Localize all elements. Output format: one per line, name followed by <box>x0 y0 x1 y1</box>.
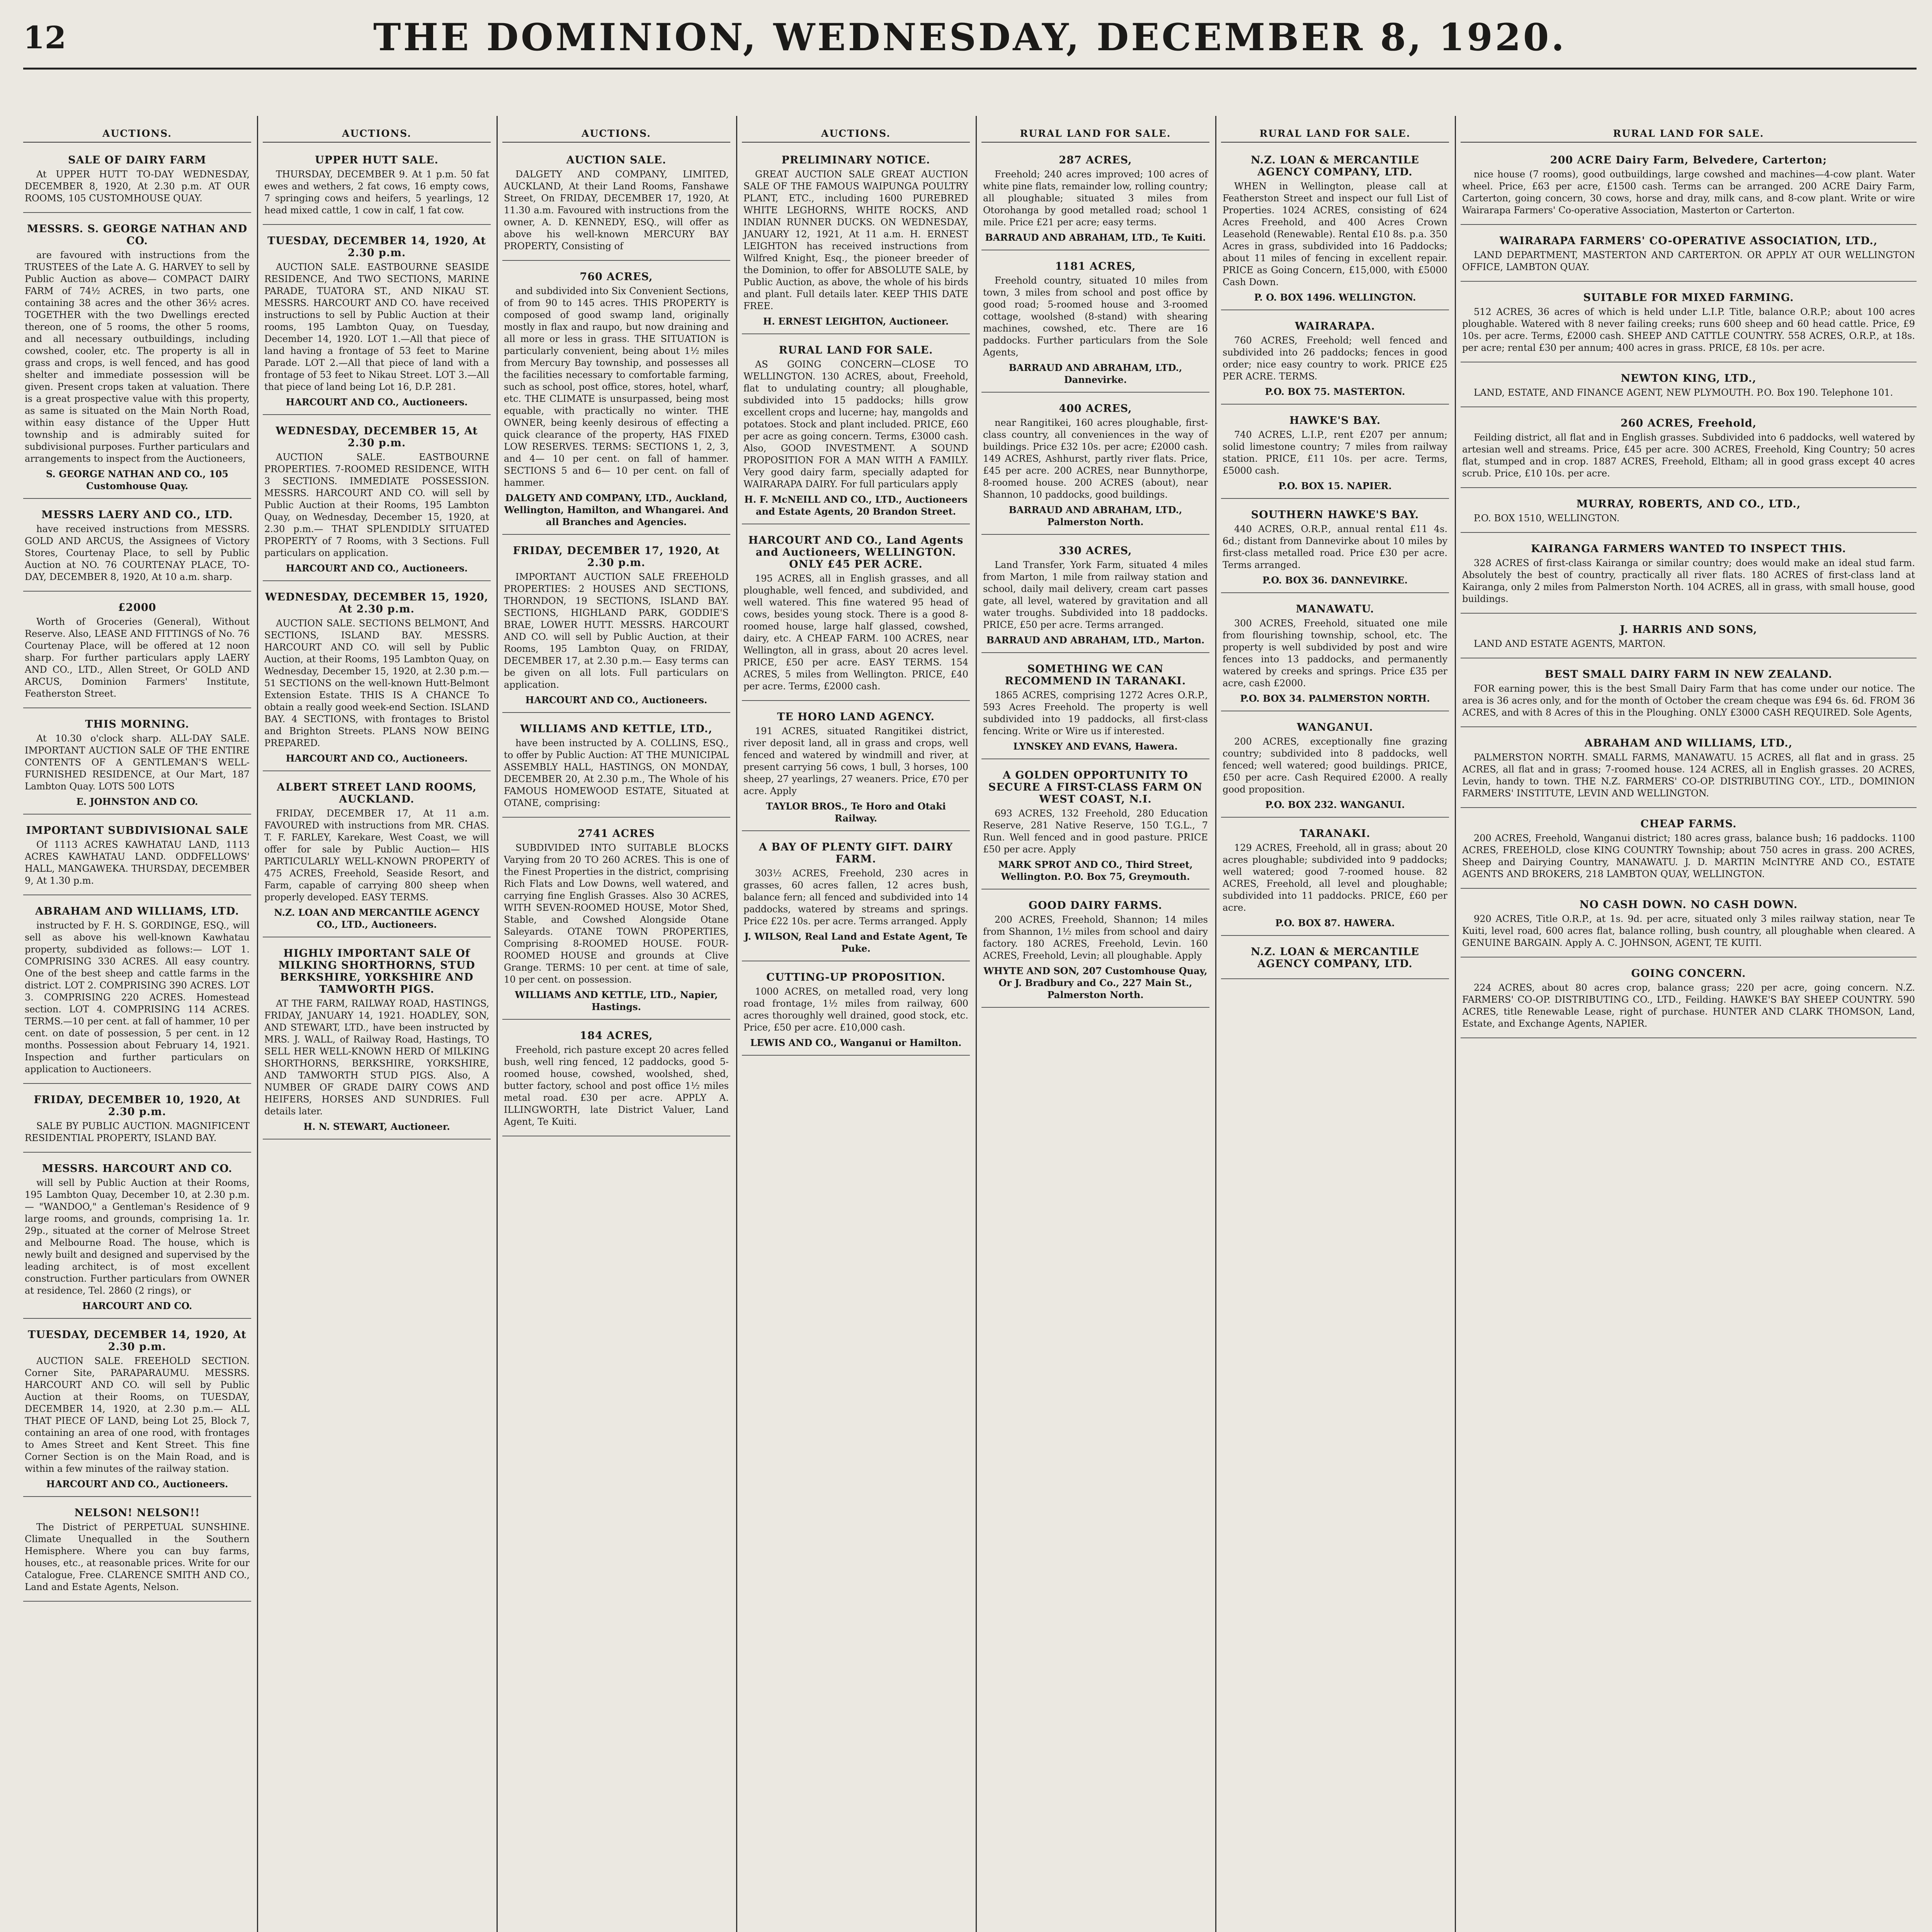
ad-body: LAND AND ESTATE AGENTS, MARTON. <box>1474 638 1666 649</box>
ad-sign: HARCOURT AND CO., Auctioneers. <box>286 753 468 764</box>
advertisement <box>742 338 970 524</box>
ad-head: 260 ACRES, Freehold, <box>1620 417 1757 429</box>
ad-head: ABRAHAM AND WILLIAMS, LTD., <box>1584 737 1793 749</box>
advertisement <box>981 657 1209 759</box>
ad-sign: S. GEORGE NATHAN AND CO., 105 Customhouse Quay. <box>46 468 229 492</box>
column-heading: AUCTIONS. <box>742 128 970 143</box>
advertisement <box>1221 503 1449 593</box>
ad-body: 129 ACRES, Freehold, all in grass; about 20 acres ploughable; subdivided into 9 paddocks; well watered; good 7-roomed house. 82 ACRES, Freehold, all level and ploughable; subdivided into 11 paddocks. PRICE, £60 per acre. <box>1223 842 1447 913</box>
ad-body: Freehold; 240 acres improved; 100 acres of white pine flats, remainder low, rolling country; all ploughable; situated 3 miles from Otorohanga by good metalled road; school 1 mile. Price £21 per acre; easy terms. <box>983 169 1208 228</box>
ad-sign: BARRAUD AND ABRAHAM, LTD., Te Kuiti. <box>985 232 1206 243</box>
ad-body: PALMERSTON NORTH. SMALL FARMS, MANAWATU. 15 ACRES, all flat and in grass. 25 ACRES, all flat and in grass; 7-roomed house. 124 ACRES, all in English grasses. 20 ACRES, Levin, handy to town. THE N.Z. FARMERS' CO-OP. DISTRIBUTING COY., LTD., DOMINION FARMERS' INSTITUTE, LEVIN AND WELLINGTON. <box>1462 752 1915 799</box>
ad-head: NELSON! NELSON!! <box>74 1507 200 1519</box>
ad-head: NO CASH DOWN. NO CASH DOWN. <box>1579 899 1798 911</box>
ad-head: A BAY OF PLENTY GIFT. DAIRY FARM. <box>759 841 953 865</box>
ad-body: 920 ACRES, Title O.R.P., at 1s. 9d. per acre, situated only 3 miles railway station, near Te Kuiti, level road, 600 acres flat, balance rolling, bush country, all ploughable when cleared. A GENUINE BARGAIN. Apply A. C. JOHNSON, AGENT, TE KUITI. <box>1462 913 1915 948</box>
ad-head: 200 ACRE Dairy Farm, Belvedere, Carterton; <box>1550 154 1827 166</box>
ad-body: 760 ACRES, Freehold; well fenced and subdivided into 26 paddocks; fences in good order; nice easy country to work. PRICE £25 PER ACRE. TERMS. <box>1223 335 1447 382</box>
ad-body: FOR earning power, this is the best Small Dairy Farm that has come under our notice. The area is 36 acres only, and for the month of October the cream cheque was £94 6s. 6d. FROM 36 ACRES, and with 8 Acres of this in the Ploughing. ONLY £3000 CASH REQUIRED. Sole Agents, <box>1462 683 1915 718</box>
ad-body: AUCTION SALE. EASTBOURNE PROPERTIES. 7-ROOMED RESIDENCE, WITH 3 SECTIONS. IMMEDIATE POSSESSION. MESSRS. HARCOURT AND CO. will sell by Public Auction at their Rooms, 195 Lambton Quay, on Wednesday, December 15, 1920, at 2.30 p.m.— THAT SPLENDIDLY SITUATED PROPERTY of 7 Rooms, with 3 Sections. Full particulars on application. <box>264 452 489 558</box>
ad-head: TARANAKI. <box>1299 828 1371 840</box>
ad-sign: P.O. BOX 15. NAPIER. <box>1278 480 1392 492</box>
advertisement <box>1221 597 1449 711</box>
advertisement <box>1221 940 1449 979</box>
ad-head: N.Z. LOAN & MERCANTILE AGENCY COMPANY, LTD. <box>1250 154 1419 178</box>
ad-head: ALBERT STREET LAND ROOMS, AUCKLAND. <box>277 781 477 805</box>
ad-body: near Rangitikei, 160 acres ploughable, first-class country, all conveniences in the way of buildings. Price £32 10s. per acre; £2000 cash. 149 ACRES, Ashhurst, partly river flats. Price, £45 per acre. 200 ACRES, near Bunnythorpe, 8-roomed house. 200 ACRES (about), near Shannon, 10 paddocks, good buildings. <box>983 417 1208 500</box>
advertisement <box>23 1088 251 1153</box>
column-5 <box>981 128 1209 1932</box>
ad-sign: HARCOURT AND CO. <box>82 1300 192 1311</box>
advertisement <box>502 148 730 261</box>
ad-head: HAWKE'S BAY. <box>1289 415 1381 427</box>
advertisement <box>1461 961 1917 1038</box>
ad-body: AUCTION SALE. SECTIONS BELMONT, And SECTIONS, ISLAND BAY. MESSRS. HARCOURT AND CO. will sell by Public Auction, at their Rooms, 195 Lambton Quay, on Wednesday, December 15, 1920, at 2.30 p.m.— 51 SECTIONS on the well-known Hutt-Belmont Extension Estate. THIS IS A CHANCE To obtain a really good week-end Section. ISLAND BAY. 4 SECTIONS, with frontages to Bristol and Brighton Streets. PLANS NOW BEING PREPARED. <box>264 618 489 748</box>
ad-sign: J. WILSON, Real Land and Estate Agent, Te Puke. <box>744 931 968 954</box>
ad-body: AT THE FARM, RAILWAY ROAD, HASTINGS, FRIDAY, JANUARY 14, 1921. HOADLEY, SON, AND STEWART, LTD., have been instructed by MRS. J. WALL, of Railway Road, Hastings, TO SELL HER WELL-KNOWN HERD Of MILKING SHORTHORNS, BERKSHIRE, YORKSHIRE, AND TAMWORTH STUD PIGS. Also, A NUMBER OF GRADE DAIRY COWS AND HEIFERS, HORSES AND SUNDRIES. Full details later. <box>264 998 489 1117</box>
advertisement <box>742 705 970 831</box>
advertisement <box>1221 821 1449 936</box>
advertisement <box>1221 408 1449 499</box>
ad-sign: BARRAUD AND ABRAHAM, LTD., Marton. <box>986 634 1205 646</box>
advertisement <box>263 775 491 937</box>
ad-head: SALE OF DAIRY FARM <box>68 154 206 166</box>
advertisement <box>263 148 491 225</box>
column-divider <box>497 116 498 1932</box>
ad-body: Freehold, rich pasture except 20 acres felled bush, well ring fenced, 12 paddocks, good 5-roomed house, cowshed, woolshed, shed, butter factory, school and post office 1½ miles metal road. £30 per acre. APPLY A. ILLINGWORTH, late District Valuer, Land Agent, Te Kuiti. <box>504 1044 729 1127</box>
ad-head: UPPER HUTT SALE. <box>315 154 439 166</box>
advertisement <box>1461 229 1917 282</box>
ad-head: PRELIMINARY NOTICE. <box>781 154 930 166</box>
column-divider <box>1215 116 1216 1932</box>
ad-body: SALE BY PUBLIC AUCTION. MAGNIFICENT RESIDENTIAL PROPERTY, ISLAND BAY. <box>25 1121 250 1143</box>
ad-head: RURAL LAND FOR SALE. <box>779 344 933 356</box>
ad-body: 195 ACRES, all in English grasses, and all ploughable, well fenced, and subdivided, and well watered. This fine watered 95 head of cows, besides young stock. There is a good 8-roomed house, large half glassed, cowshed, dairy, etc. A CHEAP FARM. 100 ACRES, near Wellington, all in grass, about 20 acres level. PRICE, £50 per acre. EASY TERMS. 154 ACRES, 5 miles from Wellington. PRICE, £40 per acre. Terms, £2000 cash. <box>743 573 968 692</box>
advertisement <box>1461 893 1917 957</box>
ad-body: Feilding district, all flat and in English grasses. Subdivided into 6 paddocks, well watered by artesian well and streams. Price, £45 per acre. 300 ACRES, Freehold, King Country; 50 acres flat, stumped and in crop. 1887 ACRES, Freehold, Eltham; all in good grass except 40 acres scrub. Price, £10 10s. per acre. <box>1462 432 1915 479</box>
ad-body: SUBDIVIDED INTO SUITABLE BLOCKS Varying from 20 TO 260 ACRES. This is one of the Finest Properties in the district, comprising Rich Flats and Low Downs, well watered, and carrying fine English Grasses. Also 30 ACRES, WITH SEVEN-ROOMED HOUSE, Motor Shed, Stable, and Cowshed Alongside Otane Saleyards. OTANE TOWN PROPERTIES, Comprising 8-ROOMED HOUSE. FOUR-ROOMED HOUSE and grounds at Clive Grange. TERMS: 10 per cent. at time of sale, 10 per cent. on possession. <box>504 842 729 985</box>
column-4 <box>742 128 970 1932</box>
ad-body: IMPORTANT AUCTION SALE FREEHOLD PROPERTIES: 2 HOUSES AND SECTIONS, THORNDON, 19 SECTIONS, ISLAND BAY. SECTIONS, HIGHLAND PARK, GODDIE'S BRAE, LOWER HUTT. MESSRS. HARCOURT AND CO. will sell by Public Auction, at their Rooms, 195 Lambton Quay, on FRIDAY, DECEMBER 17, at 2.30 p.m.— Easy terms can be given on all lots. Full particulars on application. <box>504 571 729 690</box>
ad-body: 512 ACRES, 36 acres of which is held under L.I.P. Title, balance O.R.P.; about 100 acres ploughable. Watered with 8 never failing creeks; runs 600 sheep and 60 head cattle. Price, £9 10s. per acre. Terms, £2000 cash. SHEEP AND CATTLE COUNTRY. 558 ACRES, O.R.P., at 18s. per acre; rental £30 per annum; 400 acres in grass. PRICE, £8 10s. per acre. <box>1462 306 1915 353</box>
ad-head: KAIRANGA FARMERS WANTED TO INSPECT THIS. <box>1531 543 1846 555</box>
ad-head: FRIDAY, DECEMBER 17, 1920, At 2.30 p.m. <box>513 545 720 569</box>
right-section <box>1461 128 1917 1042</box>
advertisement <box>1461 286 1917 362</box>
ad-body: 200 ACRES, Freehold, Wanganui district; 180 acres grass, balance bush; 16 paddocks. 1100 ACRES, FREEHOLD, close KING COUNTRY Township; about 750 acres in grass. 200 ACRES, Sheep and Dairying Country, MANAWATU. J. D. MARTIN McINTYRE AND CO., ESTATE AGENTS AND BROKERS, 218 LAMBTON QUAY, WELLINGTON. <box>1462 833 1915 879</box>
ad-head: WAIRARAPA FARMERS' CO-OPERATIVE ASSOCIATION, LTD., <box>1499 235 1878 247</box>
ad-body: FRIDAY, DECEMBER 17, At 11 a.m. FAVOURED with instructions from MR. CHAS. T. F. FARLEY, Karekare, West Coast, we will offer for sale by Public Auction— HIS PARTICULARLY WELL-KNOWN PROPERTY of 475 ACRES, Freehold, Seaside Resort, and Farm, capable of carrying 800 sheep when properly developed. EASY TERMS. <box>264 808 489 903</box>
ad-sign: HARCOURT AND CO., Auctioneers. <box>46 1478 228 1490</box>
advertisement <box>23 818 251 895</box>
ad-sign: WHYTE AND SON, 207 Customhouse Quay, Or J. Bradbury and Co., 227 Main St., Palmerston North. <box>983 965 1208 1000</box>
column-2 <box>263 128 491 1932</box>
advertisement <box>742 148 970 334</box>
column-divider <box>257 116 258 1932</box>
column-divider <box>1455 116 1456 1932</box>
ad-head: WAIRARAPA. <box>1295 320 1375 332</box>
newspaper-title: THE DOMINION, WEDNESDAY, DECEMBER 8, 1920. <box>373 15 1566 59</box>
ad-head: 1181 ACRES, <box>1055 260 1136 272</box>
advertisement <box>1221 314 1449 405</box>
ad-body: WHEN in Wellington, please call at Featherston Street and inspect our full List of Properties. 1024 ACRES, consisting of 624 Acres Freehold, and 400 Acres Crown Leasehold (Renewable). Rental £10 8s. p.a. 350 Acres in grass, subdivided into 16 Paddocks; about 11 miles of fencing in excellent repair. PRICE as Going Concern, £15,000, with £5000 Cash Down. <box>1223 181 1447 287</box>
ad-head: 2741 ACRES <box>578 828 655 840</box>
ad-head: WEDNESDAY, DECEMBER 15, 1920, At 2.30 p.m. <box>265 591 488 615</box>
ad-sign: P.O. BOX 34. PALMERSTON NORTH. <box>1240 693 1430 704</box>
ad-head: ABRAHAM AND WILLIAMS, LTD. <box>35 905 239 917</box>
advertisement <box>1221 715 1449 818</box>
ad-body: 740 ACRES, L.I.P., rent £207 per annum; solid limestone country; 7 miles from railway station. PRICE, £11 10s. per acre. Terms, £5000 cash. <box>1223 429 1447 476</box>
ad-head: SOMETHING WE CAN RECOMMEND IN TARANAKI. <box>1005 663 1186 687</box>
ad-sign: P.O. BOX 36. DANNEVIRKE. <box>1262 575 1408 586</box>
advertisement <box>23 1501 251 1602</box>
ad-head: 330 ACRES, <box>1059 545 1132 557</box>
ad-sign: WILLIAMS AND KETTLE, LTD., Napier, Hastings. <box>515 989 718 1012</box>
ad-body: have received instructions from MESSRS. GOLD AND ARCUS, the Assignees of Victory Stores, Courtenay Place, to sell by Public Auction at NO. 76 COURTENAY PLACE, TO-DAY, DECEMBER 8, 1920, At 10 a.m. sharp. <box>25 524 250 582</box>
ad-sign: P. O. BOX 1496. WELLINGTON. <box>1254 292 1416 303</box>
ad-head: A GOLDEN OPPORTUNITY TO SECURE A FIRST-CLASS FARM ON WEST COAST, N.I. <box>988 769 1203 805</box>
ad-body: Freehold country, situated 10 miles from town, 3 miles from school and post office by good road; 5-roomed house and 3-roomed cottage, woolshed (8-stand) with shearing machines, cowshed, etc. There are 16 paddocks. Further particulars from the Sole Agents, <box>983 275 1208 358</box>
ad-head: IMPORTANT SUBDIVISIONAL SALE <box>26 825 248 837</box>
advertisement <box>981 254 1209 393</box>
advertisement <box>981 893 1209 1008</box>
advertisement <box>1461 537 1917 614</box>
ad-head: WEDNESDAY, DECEMBER 15, At 2.30 p.m. <box>276 425 478 449</box>
advertisement <box>23 712 251 815</box>
ad-head: SUITABLE FOR MIXED FARMING. <box>1583 292 1794 304</box>
advertisement <box>502 717 730 818</box>
ad-head: GOING CONCERN. <box>1631 968 1746 980</box>
advertisement <box>263 585 491 771</box>
ad-sign: BARRAUD AND ABRAHAM, LTD., Dannevirke. <box>1009 362 1182 385</box>
advertisement <box>742 835 970 961</box>
advertisement <box>263 419 491 581</box>
advertisement <box>502 265 730 535</box>
ad-head: WANGANUI. <box>1297 721 1373 733</box>
column-heading: AUCTIONS. <box>263 128 491 143</box>
ad-body: 303½ ACRES, Freehold, 230 acres in grasses, 60 acres fallen, 12 acres bush, balance fern; all fenced and subdivided into 14 paddocks, watered by streams and springs. Price £22 10s. per acre. Terms arranged. Apply <box>743 868 968 927</box>
ad-head: WILLIAMS AND KETTLE, LTD., <box>520 723 713 735</box>
ad-body: 300 ACRES, Freehold, situated one mile from flourishing township, school, etc. The property is well subdivided by post and wire fences into 13 paddocks, and permanently watered by creeks and springs. Price £35 per acre, cash £2000. <box>1223 618 1447 689</box>
ad-sign: BARRAUD AND ABRAHAM, LTD., Palmerston North. <box>1009 504 1182 527</box>
ad-sign: LEWIS AND CO., Wanganui or Hamilton. <box>750 1037 962 1048</box>
ad-body: The District of PERPETUAL SUNSHINE. Climate Unequalled in the Southern Hemisphere. Where you can buy farms, houses, etc., at reasonable prices. Write for our Catalogue, Free. CLARENCE SMITH AND CO., Land and Estate Agents, Nelson. <box>25 1522 250 1592</box>
advertisement <box>981 148 1209 250</box>
ad-head: NEWTON KING, LTD., <box>1621 372 1757 384</box>
ad-head: MESSRS. S. GEORGE NATHAN AND CO. <box>27 223 248 247</box>
ad-body: 224 ACRES, about 80 acres crop, balance grass; 220 per acre, going concern. N.Z. FARMERS' CO-OP. DISTRIBUTING CO., LTD., Feilding. HAWKE'S BAY SHEEP COUNTRY. 590 ACRES, title Renewable Lease, right of purchase. HUNTER AND CLARK THOMSON, Land, Estate, and Exchange Agents, NAPIER. <box>1462 982 1915 1029</box>
ad-head: J. HARRIS AND SONS, <box>1620 624 1757 636</box>
advertisement <box>502 1024 730 1136</box>
ad-body: 200 ACRES, Freehold, Shannon; 14 miles from Shannon, 1½ miles from school and dairy factory. 180 ACRES, Freehold, Levin. 160 ACRES, Freehold, Levin; all ploughable. Apply <box>983 914 1208 961</box>
right-section-ads <box>1461 148 1917 1038</box>
ad-head: CUTTING-UP PROPOSITION. <box>766 971 946 983</box>
ad-body: THURSDAY, DECEMBER 9. At 1 p.m. 50 fat ewes and wethers, 2 fat cows, 16 empty cows, 7 springing cows and heifers, 5 yearlings, 12 head mixed cattle, 1 cow in calf, 1 fat cow. <box>264 169 489 216</box>
column-heading: RURAL LAND FOR SALE. <box>981 128 1209 143</box>
ad-sign: HARCOURT AND CO., Auctioneers. <box>525 694 707 706</box>
ad-body: Of 1113 ACRES KAWHATAU LAND, 1113 ACRES KAWHATAU LAND. ODDFELLOWS' HALL, MANGAWEKA. THURSDAY, DECEMBER 9, At 1.30 p.m. <box>25 839 250 886</box>
ad-head: 400 ACRES, <box>1059 403 1132 415</box>
ad-body: 191 ACRES, situated Rangitikei district, river deposit land, all in grass and crops, well fenced and watered by windmill and river, at present carrying 56 cows, 1 bull, 3 horses, 100 sheep, 27 yearlings, 27 weaners. Price, £70 per acre. Apply <box>743 726 968 796</box>
ad-body: 440 ACRES, O.R.P., annual rental £11 4s. 6d.; distant from Dannevirke about 10 miles by first-class metalled road. Price £30 per acre. Terms arranged. <box>1223 524 1447 570</box>
ad-head: GOOD DAIRY FARMS. <box>1029 900 1162 912</box>
ad-sign: P.O. BOX 75. MASTERTON. <box>1265 386 1405 397</box>
advertisement <box>1461 731 1917 808</box>
ad-body: AUCTION SALE. FREEHOLD SECTION. Corner Site, PARAPARAUMU. MESSRS. HARCOURT AND CO. will sell by Public Auction at their Rooms, on TUESDAY, DECEMBER 14, 1920, at 2.30 p.m.— ALL THAT PIECE OF LAND, being Lot 25, Block 7, containing an area of one rood, with frontages to Ames Street and Kent Street. This fine Corner Section is on the Main Road, and is within a few minutes of the railway station. <box>25 1355 250 1474</box>
ad-body: DALGETY AND COMPANY, LIMITED, AUCKLAND, At their Land Rooms, Fanshawe Street, On FRIDAY, DECEMBER 17, 1920, At 11.30 a.m. Favoured with instructions from the owner, A. D. KENNEDY, ESQ., will offer as above his well-known MERCURY BAY PROPERTY, Consisting of <box>504 169 729 252</box>
ad-head: BEST SMALL DAIRY FARM IN NEW ZEALAND. <box>1544 668 1833 680</box>
ad-body: Land Transfer, York Farm, situated 4 miles from Marton, 1 mile from railway station and school, daily mail delivery, cream cart passes gate, all level, watered by gravitation and all water troughs. Subdivided into 18 paddocks. PRICE, £50 per acre. Terms arranged. <box>983 560 1208 630</box>
ad-sign: HARCOURT AND CO., Auctioneers. <box>286 563 468 574</box>
ad-sign: MARK SPROT AND CO., Third Street, Wellington. P.O. Box 75, Greymouth. <box>998 859 1193 882</box>
advertisement <box>981 763 1209 889</box>
advertisement <box>23 503 251 592</box>
advertisement <box>1461 812 1917 889</box>
advertisement <box>1461 492 1917 533</box>
column-1 <box>23 128 251 1932</box>
masthead-rule <box>23 68 1917 70</box>
ad-head: FRIDAY, DECEMBER 10, 1920, At 2.30 p.m. <box>34 1094 241 1118</box>
ad-head: SOUTHERN HAWKE'S BAY. <box>1251 509 1419 521</box>
ad-head: MURRAY, ROBERTS, AND CO., LTD., <box>1576 498 1801 510</box>
ad-head: N.Z. LOAN & MERCANTILE AGENCY COMPANY, LTD. <box>1250 946 1419 970</box>
column-6 <box>1221 128 1449 1932</box>
ad-body: 1865 ACRES, comprising 1272 Acres O.R.P., 593 Acres Freehold. The property is well subdivided into 19 paddocks, all first-class fencing. Write or Wire us if interested. <box>983 690 1208 736</box>
ad-head: TE HORO LAND AGENCY. <box>777 711 935 723</box>
ad-body: 328 ACRES of first-class Kairanga or similar country; does would make an ideal stud farm. Absolutely the best of country, practically all river flats. 180 ACRES of first-class land at Kairanga, only 2 miles from Palmerston North. 104 ACRES, all in grass, with small house, good buildings. <box>1462 558 1915 604</box>
column-divider <box>976 116 977 1932</box>
ad-sign: E. JOHNSTON AND CO. <box>76 796 198 807</box>
column-divider <box>736 116 737 1932</box>
ad-body: AUCTION SALE. EASTBOURNE SEASIDE RESIDENCE, And TWO SECTIONS, MARINE PARADE, TUATORA ST., AND NIKAU ST. MESSRS. HARCOURT AND CO. have received instructions to sell by Public Auction at their rooms, 195 Lambton Quay, on Tuesday, December 14, 1920. LOT 1.—All that piece of land having a frontage of 53 feet to Marine Parade. LOT 2.—All that piece of land with a frontage of 53 feet to Nikau Street. LOT 3.—All that piece of land being Lot 16, D.P. 281. <box>264 262 489 392</box>
ad-head: MANAWATU. <box>1296 603 1374 615</box>
advertisement <box>1461 148 1917 225</box>
advertisement <box>1461 617 1917 658</box>
column-heading: RURAL LAND FOR SALE. <box>1221 128 1449 143</box>
masthead <box>23 15 1917 62</box>
ad-sign: H. N. STEWART, Auctioneer. <box>303 1121 450 1132</box>
ad-head: 287 ACRES, <box>1059 154 1132 166</box>
ad-sign: DALGETY AND COMPANY, LTD., Auckland, Wellington, Hamilton, and Whangarei. And all Branches and Agencies. <box>504 492 729 527</box>
advertisement <box>23 148 251 213</box>
advertisement <box>1461 366 1917 407</box>
advertisement <box>23 1156 251 1319</box>
ad-sign: LYNSKEY AND EVANS, Hawera. <box>1013 741 1178 752</box>
ad-sign: H. ERNEST LEIGHTON, Auctioneer. <box>763 316 949 327</box>
column-heading: AUCTIONS. <box>502 128 730 143</box>
ad-body: LAND DEPARTMENT, MASTERTON AND CARTERTON. OR APPLY AT OUR WELLINGTON OFFICE, LAMBTON QUAY. <box>1462 250 1915 272</box>
advertisement <box>23 217 251 499</box>
advertisement <box>981 396 1209 535</box>
ad-head: HARCOURT AND CO., Land Agents and Auctioneers, WELLINGTON. ONLY £45 PER ACRE. <box>748 534 964 570</box>
advertisement <box>1461 662 1917 727</box>
advertisement <box>742 965 970 1056</box>
ad-body: and subdivided into Six Convenient Sections, of from 90 to 145 acres. THIS PROPERTY is composed of good swamp land, originally mostly in flax and raupo, but now draining and all more or less in grass. THE SITUATION is particularly convenient, being about 1½ miles from Mercury Bay township, and possesses all the facilities necessary to comfortable farming, such as school, post office, stores, hotel, wharf, etc. THE CLIMATE is unsurpassed, being most equable, with practically no winter. THE OWNER, being keenly desirous of effecting a quick clearance of the property, HAS FIXED LOW RESERVES. TERMS: SECTIONS 1, 2, 3, and 4— 10 per cent. on fall of hammer. SECTIONS 5 and 6— 10 per cent. on fall of hammer. <box>504 286 729 488</box>
ad-body: Worth of Groceries (General), Without Reserve. Also, LEASE AND FITTINGS of No. 76 Courtenay Place, will be offered at 12 noon sharp. For further particulars apply LAERY AND CO., LTD., Allen Street, Or GOLD AND ARCUS, Dominion Farmers' Institute, Featherston Street. <box>25 616 250 699</box>
column-heading: AUCTIONS. <box>23 128 251 143</box>
advertisement <box>502 821 730 1020</box>
ad-head: HIGHLY IMPORTANT SALE Of MILKING SHORTHORNS, STUD BERKSHIRE, YORKSHIRE AND TAMWORTH PIGS. <box>278 947 475 995</box>
ad-head: AUCTION SALE. <box>566 154 667 166</box>
ad-head: £2000 <box>118 602 156 614</box>
ad-body: nice house (7 rooms), good outbuildings, large cowshed and machines—4-cow plant. Water wheel. Price, £63 per acre, £1500 cash. Terms can be arranged. 200 ACRE Dairy Farm, Carterton, going concern, 30 cows, horse and dray, milk cans, and 8-cow plant. Write or wire Wairarapa Farmers' Co-operative Association, Masterton or Carterton. <box>1462 169 1915 216</box>
page-number: 12 <box>23 19 66 56</box>
ad-sign: N.Z. LOAN AND MERCANTILE AGENCY CO., LTD., Auctioneers. <box>274 907 480 930</box>
ad-body: 1000 ACRES, on metalled road, very long road frontage, 1½ miles from railway, 600 acres thoroughly well drained, good stock, etc. Price, £50 per acre. £10,000 cash. <box>743 986 968 1033</box>
advertisement <box>502 539 730 713</box>
ad-head: 760 ACRES, <box>580 271 653 283</box>
ad-body: have been instructed by A. COLLINS, ESQ., to offer by Public Auction: AT THE MUNICIPAL ASSEMBLY HALL, HASTINGS, ON MONDAY, DECEMBER 20, At 2.30 p.m., The Whole of his FAMOUS HOMEWOOD ESTATE, Situated at OTANE, comprising: <box>504 738 729 808</box>
ad-head: 184 ACRES, <box>580 1030 653 1042</box>
column-3 <box>502 128 730 1932</box>
ad-head: THIS MORNING. <box>85 718 189 730</box>
advertisement <box>742 528 970 701</box>
advertisement <box>1461 411 1917 488</box>
ad-sign: HARCOURT AND CO., Auctioneers. <box>286 396 468 408</box>
ad-head: MESSRS LAERY AND CO., LTD. <box>41 509 233 521</box>
ad-body: 200 ACRES, exceptionally fine grazing country; subdivided into 8 paddocks, well fenced; well watered; good buildings. PRICE, £50 per acre. Cash Required £2000. A really good proposition. <box>1223 736 1447 795</box>
ad-body: 693 ACRES, 132 Freehold, 280 Education Reserve, 281 Native Reserve, 150 T.G.L., 7 Run. Well fenced and in good pasture. PRICE £50 per acre. Apply <box>983 808 1208 855</box>
ad-head: TUESDAY, DECEMBER 14, 1920, At 2.30 p.m. <box>28 1329 247 1353</box>
advertisement <box>23 1323 251 1497</box>
advertisement <box>263 941 491 1139</box>
ad-sign: P.O. BOX 87. HAWERA. <box>1275 917 1395 929</box>
ad-head: MESSRS. HARCOURT AND CO. <box>42 1163 233 1175</box>
advertisement <box>1221 148 1449 310</box>
right-section-heading: RURAL LAND FOR SALE. <box>1461 128 1917 143</box>
ad-body: will sell by Public Auction at their Rooms, 195 Lambton Quay, December 10, at 2.30 p.m.— "WANDOO," a Gentleman's Residence of 9 large rooms, and grounds, comprising 1a. 1r. 29p., situated at the corner of Melrose Street and Melbourne Road. The house, which is newly built and designed and supervised by the leading architect, is of most excellent construction. Further particulars from OWNER at residence, Tel. 2860 (2 rings), or <box>25 1177 250 1296</box>
advertisement <box>23 595 251 708</box>
ad-body: LAND, ESTATE, AND FINANCE AGENT, NEW PLYMOUTH. P.O. Box 190. Telephone 101. <box>1474 387 1893 398</box>
ad-head: TUESDAY, DECEMBER 14, 1920, At 2.30 p.m. <box>267 235 486 259</box>
ad-body: P.O. BOX 1510, WELLINGTON. <box>1474 513 1620 524</box>
ad-sign: TAYLOR BROS., Te Horo and Otaki Railway. <box>766 801 946 824</box>
ad-body: instructed by F. H. S. GORDINGE, ESQ., will sell as above his well-known Kawhatau property, subdivided as follows:— LOT 1. COMPRISING 330 ACRES. All easy country. One of the best sheep and cattle farms in the district. LOT 2. COMPRISING 390 ACRES. LOT 3. COMPRISING 220 ACRES. Homestead section. LOT 4. COMPRISING 114 ACRES. TERMS.—10 per cent. at fall of hammer, 10 per cent. on date of possession, 5 per cent. in 12 months. Possession about February 14, 1921. Inspection and further particulars on application to Auctioneers. <box>25 920 250 1075</box>
ad-body: GREAT AUCTION SALE GREAT AUCTION SALE OF THE FAMOUS WAIPUNGA POULTRY PLANT, ETC., including 1600 PUREBRED WHITE LEGHORNS, WHITE ROCKS, AND INDIAN RUNNER DUCKS. ON WEDNESDAY, JANUARY 12, 1921, At 11 a.m. H. ERNEST LEIGHTON has received instructions from Wilfred Knight, Esq., the pioneer breeder of the Dominion, to offer for ABSOLUTE SALE, by Public Auction, as above, the whole of his birds and plant. Full details later. KEEP THIS DATE FREE. <box>743 169 968 311</box>
ad-body: are favoured with instructions from the TRUSTEES of the Late A. G. HARVEY to sell by Public Auction as above— COMPACT DAIRY FARM of 74½ ACRES, in two parts, one containing 38 acres and the other 36½ acres. TOGETHER with the two Dwellings erected thereon, one of 5 rooms, the other 5 rooms, and all necessary outbuildings, including cowshed, cooler, etc. The property is all in grass and crops, is well fenced, and has good shelter and immediate possession will be given. Present crops taken at valuation. There is a great prospective value with this property, as same is situated on the Main North Road, within easy distance of the Upper Hutt township and is admirably suited for subdivisional purposes. Further particulars and arrangements to inspect from the Auctioneers, <box>25 250 250 464</box>
ad-body: At 10.30 o'clock sharp. ALL-DAY SALE. IMPORTANT AUCTION SALE OF THE ENTIRE CONTENTS OF A GENTLEMAN'S WELL-FURNISHED RESIDENCE, at Our Mart, 187 Lambton Quay. LOTS 500 LOTS <box>25 733 250 792</box>
advertisement <box>23 899 251 1084</box>
ad-head: CHEAP FARMS. <box>1640 818 1737 830</box>
advertisement <box>981 539 1209 653</box>
advertisement <box>263 229 491 415</box>
ad-sign: H. F. McNEILL AND CO., LTD., Auctioneers and Estate Agents, 20 Brandon Street. <box>744 494 968 517</box>
ad-body: AS GOING CONCERN—CLOSE TO WELLINGTON. 130 ACRES, about, Freehold, flat to undulating country; all ploughable, subdivided into 15 paddocks; hills grow excellent crops and lucerne; hay, mangolds and potatoes. Stock and plant included. PRICE, £60 per acre as going concern. Terms, £3000 cash. Also, GOOD INVESTMENT. A SOUND PROPOSITION FOR A MAN WITH A FAMILY. Very good dairy farm, specially adapted for WAIRARAPA DAIRY. For full particulars apply <box>743 359 968 490</box>
ad-sign: P.O. BOX 232. WANGANUI. <box>1265 799 1405 810</box>
ad-body: At UPPER HUTT TO-DAY WEDNESDAY, DECEMBER 8, 1920, At 2.30 p.m. AT OUR ROOMS, 105 CUSTOMHOUSE QUAY. <box>25 169 250 204</box>
